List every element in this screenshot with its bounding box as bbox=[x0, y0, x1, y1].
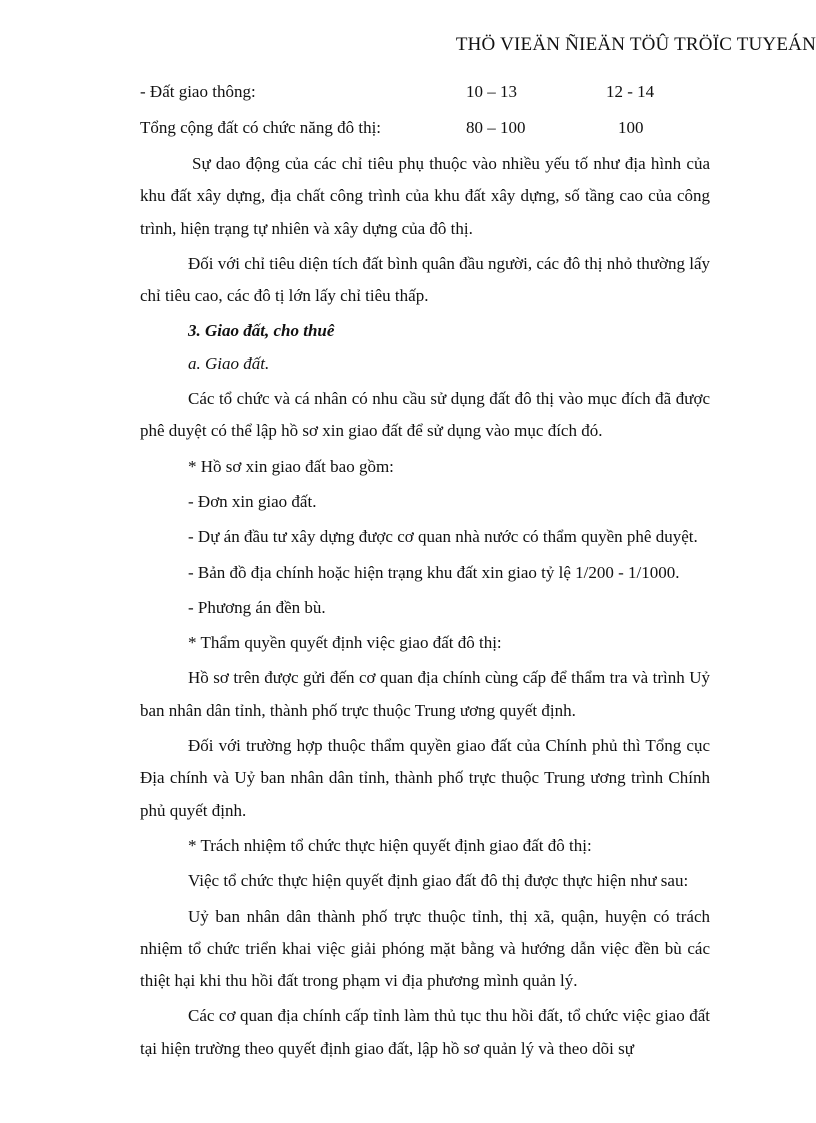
section-heading: 3. Giao đất, cho thuê bbox=[188, 321, 335, 341]
list-item: - Bản đồ địa chính hoặc hiện trạng khu đất xin giao tỷ lệ 1/200 - 1/1000. bbox=[188, 562, 680, 582]
row-value-1: 80 – 100 bbox=[466, 118, 526, 137]
paragraph: Sự dao động của các chỉ tiêu phụ thuộc vào nhiều yếu tố như địa hình của khu đất xây dựng, địa chất công trình của khu đất xây dựng, số tầng cao của công trình, hiện trạng tự nhiên và xây dựng của đô thị. bbox=[140, 154, 710, 238]
paragraph: Các cơ quan địa chính cấp tỉnh làm thủ tục thu hồi đất, tổ chức việc giao đất tại hiện trường theo quyết định giao đất, lập hồ sơ quản lý và theo dõi sự bbox=[140, 1006, 710, 1058]
paragraph: Đối với trường hợp thuộc thẩm quyền giao đất của Chính phủ thì Tổng cục Địa chính và Uỷ ban nhân dân tỉnh, thành phố trực thuộc Trung ương trình Chính phủ quyết định. bbox=[140, 736, 710, 820]
row-value-2: 100 bbox=[618, 118, 644, 137]
paragraph: Hồ sơ trên được gửi đến cơ quan địa chính cùng cấp để thẩm tra và trình Uỷ ban nhân dân tỉnh, thành phố trực thuộc Trung ương quyết định. bbox=[140, 668, 710, 720]
subsection-heading: a. Giao đất. bbox=[188, 353, 270, 373]
list-item: - Dự án đầu tư xây dựng được cơ quan nhà nước có thẩm quyền phê duyệt. bbox=[188, 527, 698, 547]
paragraph: Việc tổ chức thực hiện quyết định giao đất đô thị được thực hiện như sau: bbox=[188, 871, 689, 891]
row-value-1: 10 – 13 bbox=[466, 82, 517, 101]
paragraph: Uỷ ban nhân dân thành phố trực thuộc tỉnh, thị xã, quận, huyện có trách nhiệm tổ chức triển khai việc giải phóng mặt bằng và hướng dẫn việc đền bù các thiệt hại khi thu hồi đất trong phạm vi địa phương mình quản lý. bbox=[140, 906, 710, 991]
table-row bbox=[140, 76, 710, 109]
document-body bbox=[140, 76, 710, 1065]
row-label: Tổng cộng đất có chức năng đô thị: bbox=[140, 118, 382, 137]
paragraph: Đối với chỉ tiêu diện tích đất bình quân đầu người, các đô thị nhỏ thường lấy chỉ tiêu cao, các đô tị lớn lấy chỉ tiêu thấp. bbox=[140, 253, 710, 306]
page-header: THÖ VIEÄN ÑIEÄN TÖÛ TRÖÏC TUYEÁN bbox=[455, 34, 816, 55]
list-heading: * Trách nhiệm tổ chức thực hiện quyết định giao đất đô thị: bbox=[188, 835, 592, 855]
paragraph: Các tổ chức và cá nhân có nhu cầu sử dụng đất đô thị vào mục đích đã được phê duyệt có thể lập hồ sơ xin giao đất để sử dụng vào mục đích đó. bbox=[140, 389, 710, 441]
table-row bbox=[140, 112, 710, 145]
row-label: - Đất giao thông: bbox=[140, 82, 256, 101]
list-item: - Đơn xin giao đất. bbox=[188, 491, 317, 511]
list-heading: * Hồ sơ xin giao đất bao gồm: bbox=[188, 456, 394, 476]
list-heading: * Thẩm quyền quyết định việc giao đất đô thị: bbox=[188, 633, 502, 653]
row-value-2: 12 - 14 bbox=[606, 82, 655, 101]
list-item: - Phương án đền bù. bbox=[188, 597, 326, 617]
